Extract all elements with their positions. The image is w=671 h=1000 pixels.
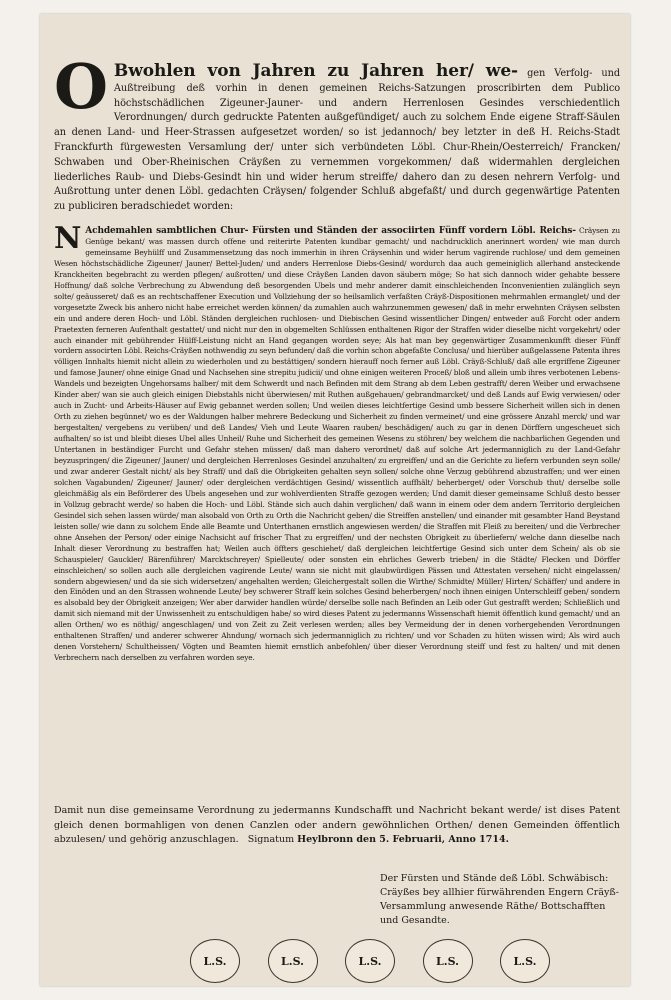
date-text: Heylbronn den 5. Februarii, Anno 1714.: [297, 834, 509, 845]
drop-cap-initial: O: [54, 50, 108, 123]
main-lead-line: Achdemahlen sambtlichen Chur- Fürsten und Ständen der associirten Fünff vordern Löbl. Reichs-: [85, 226, 576, 236]
signature-block: Der Fürsten und Stände deß Löbl. Schwäbisch: Cräyßes bey allhier fürwährenden Engern Cräyß-Versammlung anwesende Räthe/ Bottschafften und Gesandte.: [380, 873, 619, 926]
document-sheet: [40, 14, 630, 986]
seal-stamp: L.S.: [268, 939, 318, 983]
seal-row: [190, 939, 550, 983]
intro-body-text: gen Verfolg- und Außtreibung deß vorhin in denen gemeinen Reichs-Satzungen proscribirten dem Publico höchstschädlichen Zigeuner-Jauner- und andern Herrenlosen Gesindes verschiedentlich Verordnungen/ durch gedruckte Patenten außgefündiget/ auch zu solchem Ende eigene Straff-Säulen an denen Land- und Heer-Strassen aufgesetzet worden/ so ist jedannoch/ bey letzter in deß H. Reichs-Stadt Franckfurth fürgewesten Versamlung der/ unter sich verbündeten Löbl. Chur-Rhein/Oesterreich/ Francken/ Schwaben und Ober-Rheinischen Cräyßen zu vernemmen vorgekommen/ daß widermahlen dergleichen liederliches Raub- und Diebs-Gesindt hin und wider herum streiffe/ dahero dan zu desen nehrern Verfolg- und Außrottung unter denen Löbl. gedachten Cräysen/ folgender Schluß abgefaßt/ und durch gegenwärtige Patenten zu publiciren beradschiedet worden:: [54, 68, 621, 213]
seal-stamp: L.S.: [345, 939, 395, 983]
seal-stamp: L.S.: [190, 939, 240, 983]
closing-body-text: Damit nun dise gemeinsame Verordnung zu jedermanns Kundschafft und Nachricht bekant werde/ ist dises Patent gleich denen bormahligen von denen Canzlen oder andern gewöhnlichen Orthen/ denen Gemeinden öffentlich abzulesen/ und gehörig anzuschlagen.: [54, 805, 620, 845]
seal-stamp: L.S.: [423, 939, 473, 983]
date-label: Signatum: [247, 834, 295, 845]
closing-paragraph: [54, 804, 620, 848]
intro-lead-line: Bwohlen von Jahren zu Jahren her/ we-: [113, 61, 518, 81]
main-paragraph: [54, 221, 621, 664]
main-body-text: Cräysen zu Genüge bekant/ was massen durch offene und reiterirte Patenten kundbar gemacht/ und nachdrucklich anerinnert worden/ wie man durch gemeinsame Beyhülff und Zusammensetzung das noch immerhin in ihren Cräysenhin und wider herum vagirende ruchlose/ und dem gemeinen Wesen höchstschädliche Zigeuner/ Jauner/ Bettel-Juden/ und anders Herrenlose Diebs-Gesind/ wordurch daa auch gemeiniglich allerhand ansteckende Kranckheiten begebracht zu werden pflegen/ außrotten/ und diese Cräyßen Landen davon säubern möge; So hat sich dannoch wider gehabte bessere Hoffnung/ daß solche Verbrechung zu Abwendung deß besorgenden Ubels und mehr anderer damit einschleichenden Inconvenientien zulänglich seyn solte/ geäusseret/ daß es an rechtschaffener Execution und Vollziehung der so heilsamlich verfaßten Cräyß-Dispositionen mehrmahlen ermanglet/ und der vorgesetzte Zweck bis anhero nicht habe erreichet werden können/ da zumahlen auch wahrzunemmen gewesen/ daß in mehr erwehnten Cräysen selbsten ein und andere deren Hoch- und Löbl. Ständen dergleichen ruchlosen- und Diebischen Gesind wissentlicher Dingen/ entweder auß Forcht oder andern Praetexten ferneren Aufenthalt gestattet/ und nicht nur den in obgemelten Schlüssen enthaltenen Rigor der Straffen wider dieselbe nicht vorgekehrt/ oder auch einander mit gebührender Hülff-Leistung nicht an Hand gegangen worden seye; Als hat man bey gegenwärtiger Zusammenkunfft dieser Fünff vordern associrten Löbl. Reichs-Cräyßen nothwendig zu seyn befunden/ daß die vorhin schon abgefaßte Conclusa/ und hierüber außgelassene Patenta ihres völligen Innhalts hiemit nicht allein zu wiederholen und zu bestättigen/ sondern hierauff noch ferner auß Löbl. Cräyß-Schluß/ daß alle ergriffene Zigeuner und famose Jauner/ ohne einige Gnad und Nachsehen sine strepitu judicii/ und ohne einigen weiteren Proceß/ bloß und allein umb ihres verbotenen Lebens-Wandels und bezeigten Ungehorsams halber/ mit dem Schwerdt und nach Befinden mit dem Strang ab dem Leben gestrafft/ deren Weiber und erwachsene Kinder aber/ wan sie auch gleich einigen Diebstahls nicht überwiesen/ mit Ruthen außgehauen/ gebrandmarcket/ und deß Lands auf Ewig verwiesen/ oder auch in Zucht- und Arbeits-Häuser auf Ewig gebannet werden sollen; Und weilen dieses leichtfertige Gesind umb bessere Sicherheit willen sich in denen Orth zu ziehen begünnet/ wo es der Waldungen halber mehrere Bedeckung und Sicherheit zu finden vermeinet/ und eine grössere Anzahl merck/ und war bergestalten/ vergebens zu verüben/ und deß Landes/ Vieh und Leute Waaren rauben/ beschädigen/ auch zu gar in denen Dörffern ungescheuet sich aufhalten/ so ist und bleibt dieses Ubel alles Unheil/ Ruhe und Sicherheit des gemeinen Wesens zu stöhren/ bey welchem die nachbarlichen Gegenden und Untertanen in beständiger Furcht und Gefahr stehen müssen/ daß man dahero verordnet/ daß auf solche Art jedermanniglich zu der Land-Gefahr beyzuspringen/ die Zigeuner/ Jauner/ und dergleichen Herrenloses Gesindel anzuhalten/ zu ergreiffen/ und an die Gerichte zu liefern verbunden seyn solle/ und zwar anderer Gestalt nicht/ als bey Straff/ und daß die Obrigkeiten gehalten seyn sollen/ solche ohne Verzug gebührend abzustraffen; und wer einen solchen Vagabunden/ Zigeuner/ Jauner/ oder dergleichen verdächtigen Gesind/ wissentlich auffhält/ beherberget/ oder Vorschub thut/ derselbe solle gleichmäßig als ein Beförderer des Ubels angesehen und zur wohlverdienten Straffe gezogen werden; Und damit dieser gemeinsame Schluß desto besser in Vollzug gebracht werde/ so haben die Hoch- und Löbl. Stände sich auch dahin verglichen/ daß wann in einem oder dem andern Territorio dergleichen Gesindel sich sehen lassen würde/ man alsobald von Orth zu Orth die Nachricht geben/ die Streiffen anstellen/ und einander mit gesambter Hand Beystand leisten solle/ wie dann zu solchem Ende alle Beamte und Unterthanen ernstlich angewiesen werden/ die Straffen mit Fleiß zu bereiten/ und die Verbrecher ohne Ansehen der Person/ oder einige Nachsicht auf frischer That zu ergreiffen/ und der nechsten Obrigkeit zu überliefern/ welche dann dieselbe nach Inhalt dieser Verordnung zu bestraffen hat; Weilen auch öffters geschiehet/ daß dergleichen leichtfertige Gesind sich unter dem Schein/ als ob sie Schauspieler/ Gauckler/ Bärenführer/ Marcktschreyer/ Spielleute/ oder sonsten ein ehrliches Gewerb trieben/ in die Städte/ Flecken und Dörffer einschleichen/ so sollen auch alle dergleichen vagirende Leute/ wann sie nicht mit glaubwürdigen Pässen und Attestaten versehen/ nicht eingelassen/ sondern abgewiesen/ und da sie sich widersetzen/ angehalten werden; Gleichergestalt sollen die Wirthe/ Schmidte/ Müller/ Hirten/ Schäffer/ und andere in den Einöden und an den Strassen wohnende Leute/ bey schwerer Straff kein solches Gesind beherbergen/ noch ihnen einigen Unterschleiff geben/ sondern es alsobald bey der Obrigkeit anzeigen; Wer aber darwider handlen würde/ derselbe solle nach Befinden an Leib oder Gut gestrafft werden; Schließlich und damit sich niemand mit der Unwissenheit zu entschuldigen habe/ so wird dieses Patent zu jedermanns Wissenschaft hiemit öffentlich kund gemacht/ und an allen Orthen/ wo es nöthig/ angeschlagen/ und von Zeit zu Zeit verlesen werden; alles bey Vermeidung der in denen vorhergehenden Verordnungen enthaltenen Straffen/ und anderer schwerer Ahndung/ wornach sich jedermanniglich zu richten/ und vor Schaden zu hüten wissen wird; Als wird auch denen Vorstehern/ Schultheissen/ Vögten und Beamten hiemit ernstlich anbefohlen/ über dieser Verordnung steiff und fest zu halten/ und mit denen Verbrechern nach derselben zu verfahren worden seye.: [54, 226, 621, 663]
intro-paragraph: [54, 50, 621, 215]
seal-stamp: L.S.: [500, 939, 550, 983]
second-drop-cap-initial: N: [54, 221, 82, 256]
